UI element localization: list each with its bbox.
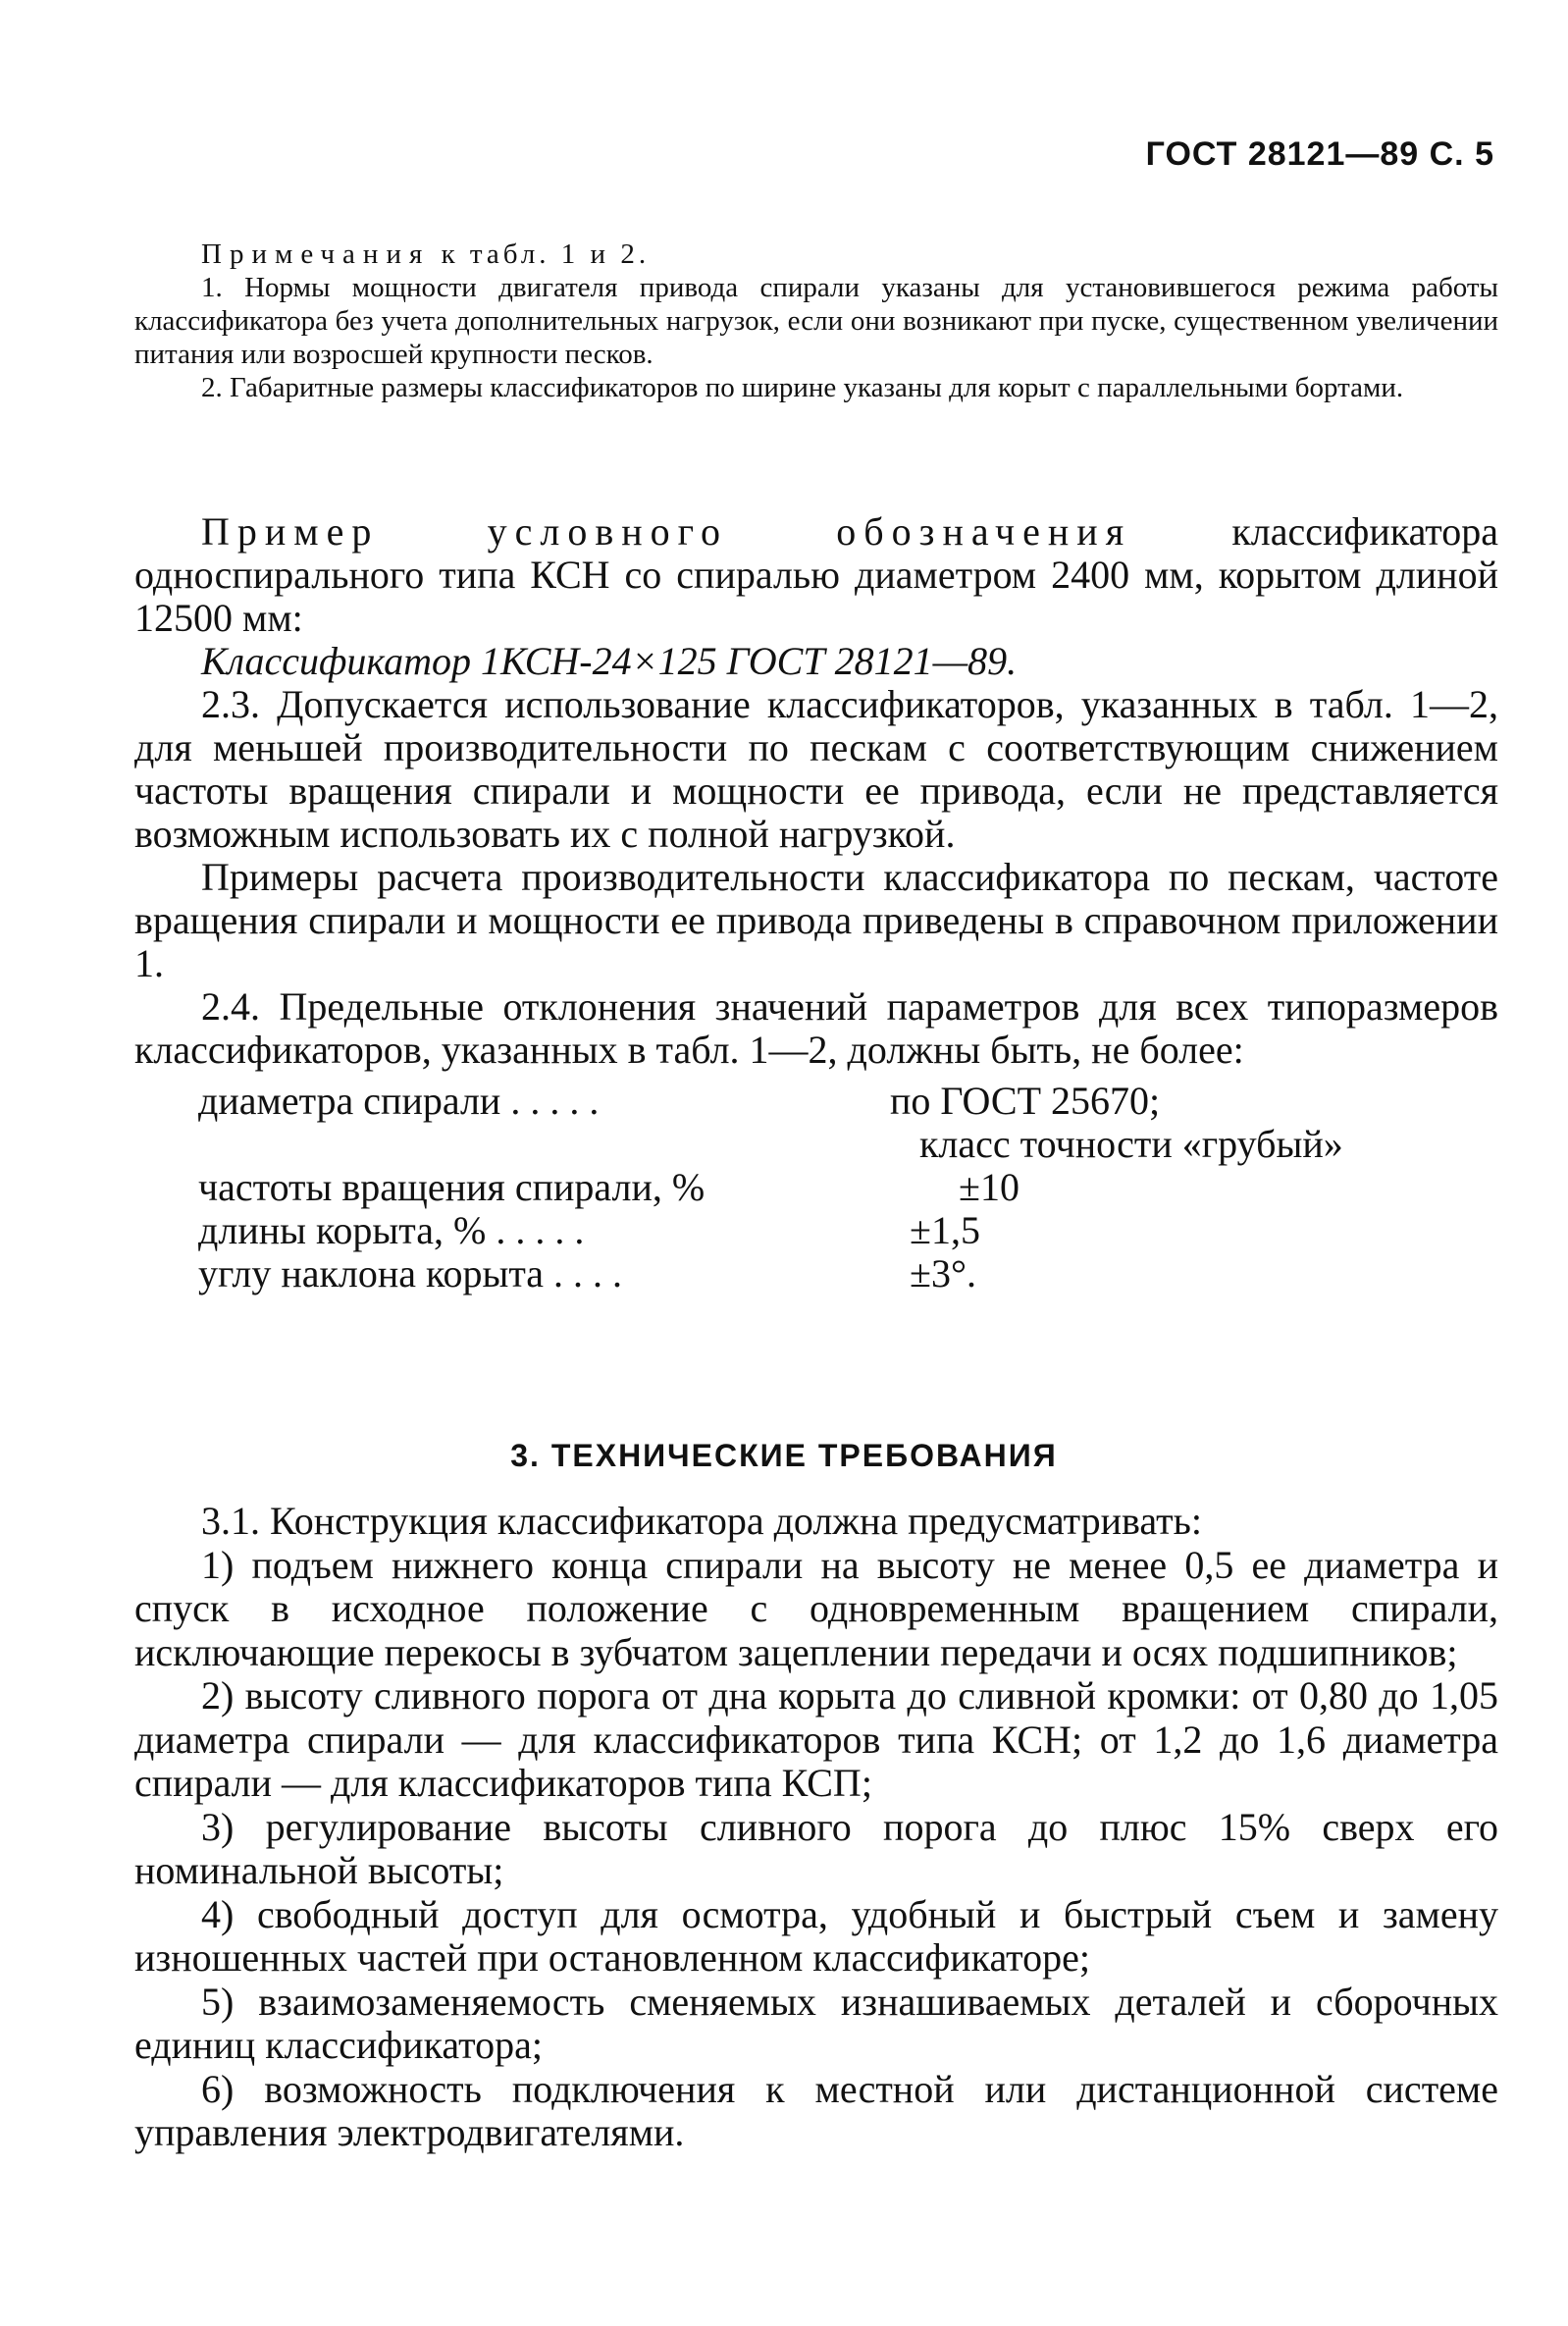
tolerance-list (134, 1076, 1498, 1295)
paragraph-examples: Примеры расчета производительности классификатора по пескам, частоте вращения спирали и мощности ее привода приведены в справочном приложении 1. (134, 855, 1498, 985)
paragraph-2-4: 2.4. Предельные отклонения значений параметров для всех типоразмеров классификаторов, указанных в табл. 1—2, должны быть, не более: (134, 984, 1498, 1072)
requirement-item: 5) взаимозаменяемость сменяемых изнашиваемых деталей и сборочных единиц классификатора; (134, 1979, 1498, 2067)
tolerance-param: диаметра спирали . . . . . (198, 1079, 600, 1123)
requirement-item: 4) свободный доступ для осмотра, удобный и быстрый съем и замену изношенных частей при остановленном классификаторе; (134, 1891, 1498, 1980)
designation-example (134, 510, 1498, 640)
example-text: классификатора односпирального типа КСН со спиралью диаметром 2400 мм, корытом длиной 12500 мм: (134, 509, 1498, 640)
page-header: ГОСТ 28121—89 С. 5 (1145, 135, 1494, 173)
requirement-item: 1) подъем нижнего конца спирали на высоту не менее 0,5 ее диаметра и спуск в исходное положение с одновременным вращением спирали, исключающие перекосы в зубчатом зацеплении передачи и осях подшипников; (134, 1542, 1498, 1674)
requirement-item: 6) возможность подключения к местной или дистанционной системе управления электродвигателями. (134, 2066, 1498, 2154)
tolerance-value: ±1,5 (910, 1208, 980, 1252)
main-text (134, 509, 1498, 1295)
example-lead: Пример условного обозначения (201, 509, 1132, 554)
section-3-text (134, 1500, 1498, 2155)
tolerance-value: по ГОСТ 25670; (890, 1079, 1161, 1123)
note-2: 2. Габаритные размеры классификаторов по ширине указаны для корыт с параллельными бортами. (201, 372, 1404, 403)
table-notes (134, 238, 1498, 404)
notes-title-rest: к табл. 1 и 2. (430, 238, 651, 270)
tolerance-param: частоты вращения спирали, % (198, 1165, 706, 1209)
paragraph-2-3: 2.3. Допускается использование классификаторов, указанных в табл. 1—2, для меньшей производительности по пескам с соответствующим снижением частоты вращения спирали и мощности ее привода, если не представляется возможным использовать их с полной нагрузкой. (134, 682, 1498, 856)
paragraph-3-1: 3.1. Конструкция классификатора должна предусматривать: (201, 1499, 1202, 1543)
notes-title (134, 238, 1498, 271)
designation-code: Классификатор 1КСН-24×125 ГОСТ 28121—89. (201, 639, 1018, 683)
tolerance-param: углу наклона корыта . . . . (198, 1251, 623, 1295)
requirement-item: 3) регулирование высоты сливного порога до плюс 15% сверх его номинальной высоты; (134, 1804, 1498, 1892)
section-title: 3. ТЕХНИЧЕСКИЕ ТРЕБОВАНИЯ (510, 1438, 1058, 1473)
tolerance-param: длины корыта, % . . . . . (198, 1208, 585, 1252)
tolerance-value: ±3°. (910, 1251, 976, 1295)
notes-title-spaced: Примечания (201, 238, 431, 270)
tolerance-value: ±10 (959, 1165, 1019, 1209)
requirement-item: 2) высоту сливного порога от дна корыта до сливной кромки: от 0,80 до 1,05 диаметра спирали — для классификаторов типа КСН; от 1,2 до 1,6 диаметра спирали — для классификаторов типа КСП; (134, 1673, 1498, 1805)
tolerance-value: класс точности «грубый» (919, 1122, 1343, 1166)
note-1: 1. Нормы мощности двигателя привода спирали указаны для установившегося режима работы классификатора без учета дополнительных нагрузок, если они возникают при пуске, существенном увеличении питания или возросшей крупности песков. (134, 272, 1498, 370)
